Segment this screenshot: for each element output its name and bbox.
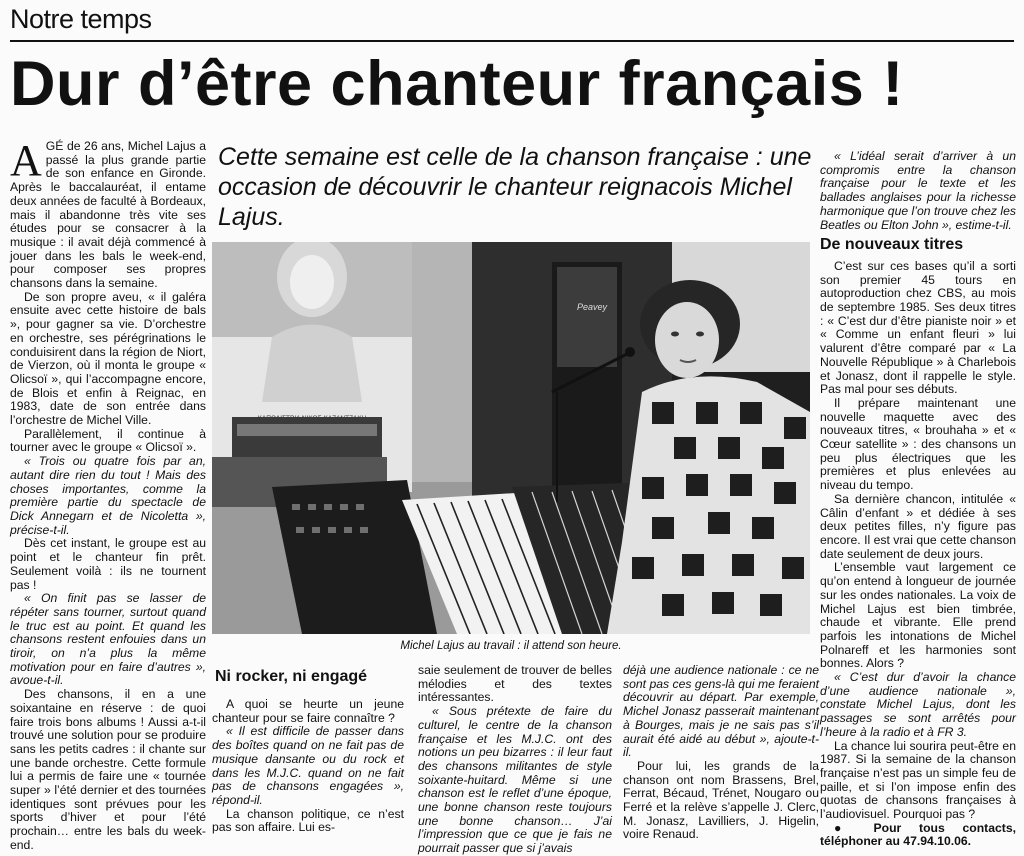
paragraph: Il prépare maintenant une nouvelle maquette avec des nouveaux titres, « brouhaha » et « Cœur satellite » : des chansons un peu plus électriques que les premières et plus enlevées au niveau du tempo.	[820, 395, 1016, 493]
photo-musician-at-keyboard	[212, 242, 810, 634]
quote-paragraph: « C’est dur d’avoir la chance d’une audience nationale », constate Michel Lajus, dont les passages se sont arrêtés pour l’heure à la radio et à FR 3.	[820, 670, 1016, 739]
paragraph: Des chansons, il en a une soixantaine en réserve : de quoi faire trois bons albums ! Aussi a-t-il trouvé une solution pour se produire sans les petits cadres : il chante sur une bande orchestre. Cette formule lui a permis de faire une « tournée super » l’été dernier et des tournées identiques sont prévues pour les sports d’hiver et pour l’été prochain… entre les bals du week-end.	[10, 687, 206, 852]
paragraph: L’ensemble vaut largement ce qu’on entend à longueur de journée sur les ondes nationales. La voix de Michel Lajus est bien timbrée, chaude et vibrante. Elle prend parfois les intonations de Michel Polnareff et les harmonies sont bonnes. Alors ?	[820, 560, 1016, 671]
quote-paragraph: « Trois ou quatre fois par an, autant dire rien du tout ! Mais des choses importantes, comme la première partie du spectacle de Dick Annegarn et de Nicoletta », précise-t-il.	[10, 454, 206, 537]
article-column-4	[623, 664, 819, 842]
paragraph: Dès cet instant, le groupe est au point et le chanteur fin prêt. Seulement voilà : ils ne tournent pas !	[10, 536, 206, 592]
article-column-2	[212, 698, 404, 835]
quote-paragraph: « Sous prétexte de faire du culturel, le centre de la chanson française et les M.J.C. ont des notions un peu bizarres : il leur faut des chansons militantes de style soixante-huitard. Même si une chanson est le reflet d’une époque, une bonne chanson reste toujours une bonne chanson… J’ai l’impression que ce que je fais ne pourrait passer que si j’avais	[418, 704, 612, 856]
paragraph: De son propre aveu, « il galéra ensuite avec cette histoire de bals », pour gagner sa vie. D’orchestre en orchestre, ses pérégrinations le conduisirent dans la région de Niort, de Vierzon, où il monta le groupe « Olicsoï », qui l’accompagne encore, de Blois et enfin à Reignac, en 1983, date de son entrée dans l’orchestre de Michel Ville.	[10, 289, 206, 428]
header-rule	[10, 40, 1014, 42]
headline: Dur d’être chanteur français !	[10, 49, 904, 119]
quote-paragraph: « On finit pas se lasser de répéter sans tourner, surtout quand le truc est au point. Et quand les chansons restent enfouies dans un tiroir, on n’a plus la même motivation pour en faire d’autres », avoue-t-il.	[10, 591, 206, 688]
quote-paragraph: « L’idéal serait d’arriver à un compromis entre la chanson française pour le texte et les ballades anglaises pour la richesse harmonique que l’on trouve chez les Beatles ou Elton John », estime-t-il.	[820, 149, 1016, 232]
section-label: Notre temps	[10, 4, 152, 34]
paragraph: AGÉ de 26 ans, Michel Lajus a passé la plus grande partie de son enfance en Gironde. Après le baccalauréat, il entame deux années de faculté à Bordeaux, mais il abandonne très vite ses études pour se consacrer à la musique : il avait déjà commencé à jouer dans les bals le week-end, pour composer ses propres chansons dans la semaine.	[10, 136, 206, 291]
subheading-ni-rocker: Ni rocker, ni engagé	[215, 668, 368, 685]
article-column-3	[418, 664, 612, 856]
article-column-5	[820, 150, 1016, 849]
paragraph: La chanson politique, ce n’est pas son affaire. Lui es-	[212, 806, 404, 835]
article-photo	[212, 242, 810, 634]
quote-paragraph: déjà une audience nationale : ce ne sont pas ces gens-là qui me feraient découvrir au départ. Par exemple, Michel Jonasz passerait maintenant à Bourges, mais je ne sais pas s’il aurait été aidé au début », ajoute-t-il.	[623, 663, 819, 760]
photo-caption: Michel Lajus au travail : il attend son heure.	[400, 640, 622, 652]
lede: Cette semaine est celle de la chanson française : une occasion de découvrir le chanteur reignacois Michel Lajus.	[218, 143, 812, 231]
paragraph: saie seulement de trouver de belles mélodies et des textes intéressantes.	[418, 663, 612, 705]
drop-cap: A	[10, 136, 42, 185]
quote-paragraph: « Il est difficile de passer dans des boîtes quand on ne fait pas de musique dansante ou du rock et dans les M.J.C. quand on ne fait pas de chansons engagées », répond-il.	[212, 724, 404, 807]
amp-logo: Peavey	[576, 302, 608, 312]
paragraph: Parallèlement, il continue à tourner avec le groupe « Olicsoï ».	[10, 426, 206, 455]
paragraph: C’est sur ces bases qu’il a sorti son premier 45 tours en autoproduction chez CBS, au mois de septembre 1985. Ses deux titres : « C’est dur d’être pianiste noir » et « Comme un enfant fleuri » lui valurent d’être comparé par « La Nouvelle République » à Charlebois et Jonasz, dont il rappelle le style. Pas mal pour ses débuts.	[820, 258, 1016, 397]
article-column-1	[10, 136, 206, 853]
paragraph: A quoi se heurte un jeune chanteur pour se faire connaître ?	[212, 697, 404, 725]
contact-line: ● Pour tous contacts, téléphoner au 47.94.10.06.	[820, 820, 1016, 849]
paragraph: La chance lui sourira peut-être en 1987. Si la semaine de la chanson française n’est pas un simple feu de paille, et si l’on impose enfin des quotas de chansons françaises à l’audiovisuel. Pourquoi pas ?	[820, 738, 1016, 822]
paragraph: Pour lui, les grands de la chanson ont nom Brassens, Brel, Ferrat, Bécaud, Trénet, Nougaro ou Ferré et la relève s’appelle J. Clerc, M. Jonasz, Lavilliers, J. Higelin, voire Renaud.	[623, 758, 819, 842]
paragraph: Sa dernière chancon, intitulée « Câlin d’enfant » et dédiée à ses deux petites filles, n’y figure pas encore. Il est vrai que cette chanson date seulement de deux jours.	[820, 491, 1016, 561]
subheading-nouveaux-titres: De nouveaux titres	[820, 236, 964, 254]
